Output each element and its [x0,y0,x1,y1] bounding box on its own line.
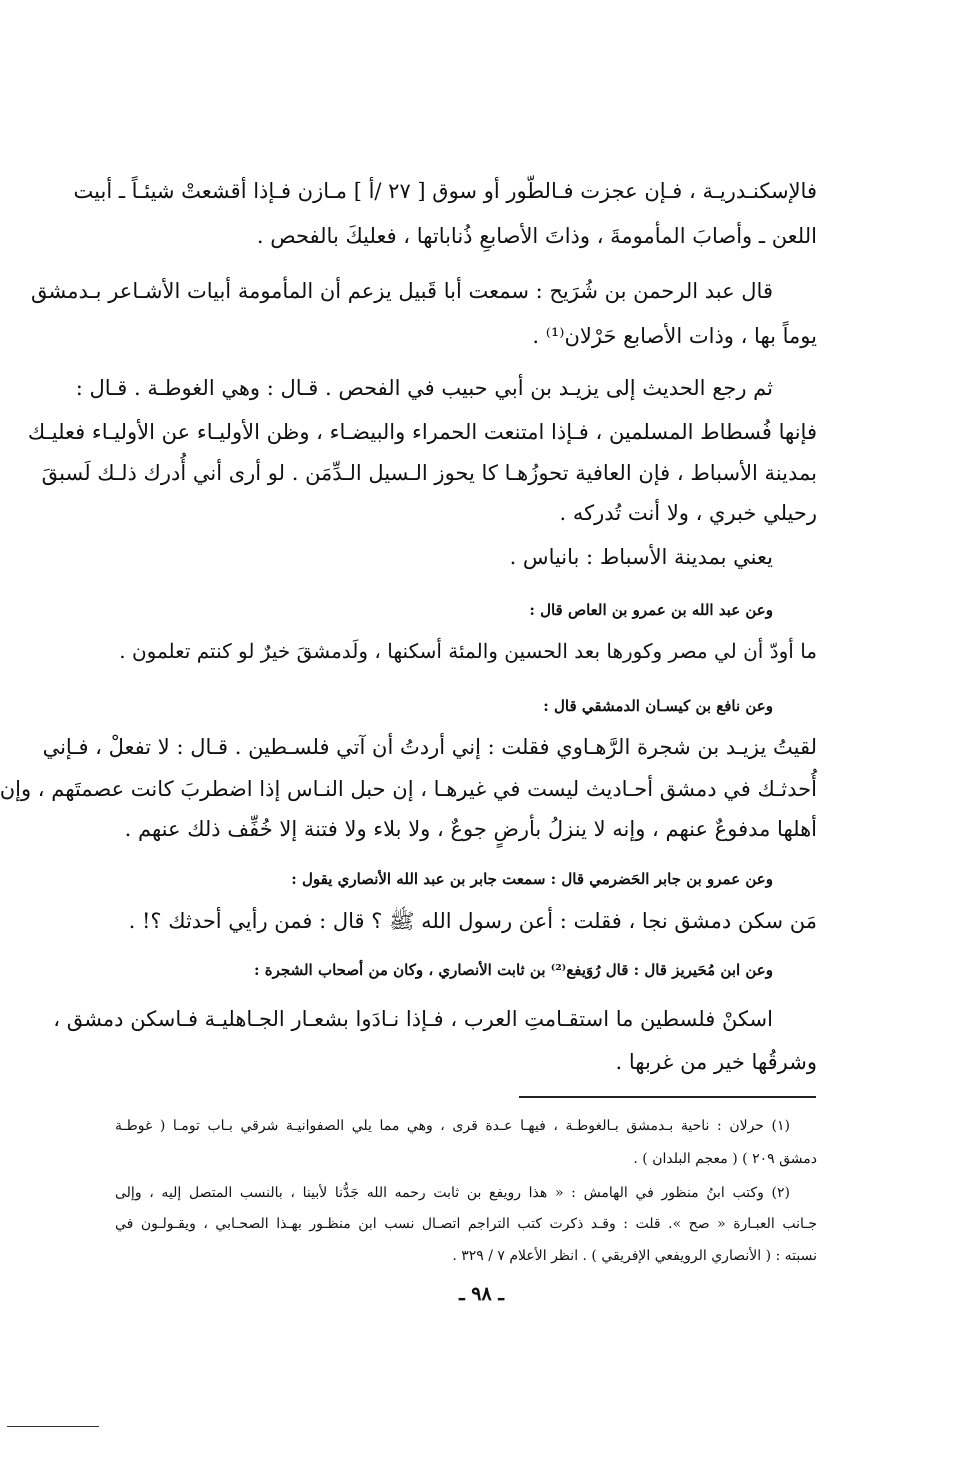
narration-heading: وعن نافع بن كيسـان الدمشقي قال : [543,697,773,715]
body-line: أهلها مدفوعٌ عنهم ، وإنه لا ينزلُ بأرضٍ جوعٌ ، ولا بلاء ولا فتنة إلا خُفِّف ذلك عنهم . [124,817,817,841]
body-line-text: أُحدثـك في دمشق أحـاديث ليست في غيرهـا ، إن حبل النـاس إذا اضطربَ كانت عصمتَهم ، وإن [0,777,817,801]
narration-heading: وعن ابن مُحَيريز قال : قال رُوَيفع⁽²⁾ بن ثابت الأنصاري ، وكان من أصحاب الشجرة : [254,961,773,979]
narration-heading: وعن عمرو بن جابر الحَضرمي قال : سمعت جابر بن عبد الله الأنصاري يقول : [291,870,773,888]
body-line-text: فالإسكنـدريـة ، فـإن عجزت فـالطّور أو سوق [ ٢٧ /أ ] مـازن فـإذا أقشعتْ شيئـاً ـ أبيت [73,179,817,203]
body-line-text: بمدينة الأسباط ، فإن العافية تحوزُهـا كا يحوز الـسيل الـدِّمَن . لو أرى أني أُدرك ذلـك لَسبقَ [41,461,817,485]
body-line-text: قال عبد الرحمن بن شُرَيح : سمعت أبا قَبيل يزعم أن المأمومة أبيات الأشـاعر بـدمشق [31,279,773,303]
footnote-line [115,1118,790,1134]
page-number: ـ ٩٨ ـ [459,1283,504,1305]
narration-heading: وعن عبد الله بن عمرو بن العاص قال : [529,601,773,619]
body-line [27,420,817,444]
scan-edge-rule [7,1426,99,1427]
body-line [42,735,817,759]
footnote-text: (١) حرلان : ناحية بـدمشق بـالغوطـة ، فيهـا عـدة قرى ، وهي مما يلي الصفوانيـة شرقي بـاب تومـا ( غوطـة [115,1118,790,1134]
body-line-text: فإنها فُسطاط المسلمين ، فـإذا امتنعت الحمراء والبيضـاء ، وظن الأوليـاء عن الأوليـاء فعليـك [27,420,817,444]
body-line [31,279,773,303]
body-line-text: لقيتُ يزيـد بن شجرة الرَّهـاوي فقلت : إني أردتُ أن آتي فلسـطين . قـال : لا تفعلْ ، فـإني [42,735,817,759]
body-line: يعني بمدينة الأسباط : بانياس . [509,545,773,569]
footnote-text: (٢) وكتب ابنُ منظور في الهامش : « هذا رويفع بن ثابت رحمه الله جَدُّنا لأبينا ، بالنسب المتصل إليه ، وإلى [115,1185,790,1201]
footnote-line: نسبته : ( الأنصاري الرويفعي الإفريقي ) . انظر الأعلام ٧ / ٣٢٩ . [452,1248,817,1264]
body-line [41,461,817,485]
body-line: يوماً بها ، وذات الأصابع حَرْلان⁽¹⁾ . [532,324,817,348]
footnote-divider [519,1096,816,1098]
body-line: رحيلي خبري ، ولا أنت تُدركه . [559,501,817,525]
footnote-line [115,1216,817,1232]
body-line [53,1007,773,1031]
body-line-text: ثم رجع الحديث إلى يزيـد بن أبي حبيب في الفحص . قـال : وهي الغوطـة . قـال : [75,376,773,400]
body-line [73,179,817,203]
footnote-line: دمشق ٢٠٩ ) ( معجم البلدان ) . [633,1151,817,1167]
body-line [75,376,773,400]
footnote-line [115,1185,790,1201]
body-line-text: اسكنْ فلسطين ما استقـامتِ العرب ، فـإذا نـادَوا بشعـار الجـاهليـة فـاسكن دمشق ، [53,1007,773,1031]
body-line [0,777,817,801]
footnote-text: جـانب العبـارة « صح ». قلت : وقـد ذكرت كتب التراجم اتصـال نسب ابن منظـور بهـذا الصحـابي ، ويقـولـون في [115,1216,817,1232]
body-line: ما أودّ أن لي مصر وكورها بعد الحسين والمئة أسكنها ، ولَدمشقَ خيرٌ لو كنتم تعلمون . [119,639,817,663]
body-line: وشرقُها خير من غربها . [615,1050,817,1074]
body-line: اللعن ـ وأصابَ المأمومةَ ، وذاتَ الأصابعِ ذُناباتها ، فعليكَ بالفحص . [256,224,817,248]
body-line: مَن سكن دمشق نجا ، فقلت : أعن رسول الله ﷺ ؟ قال : فمن رأيي أحدثك ؟! . [128,909,817,933]
